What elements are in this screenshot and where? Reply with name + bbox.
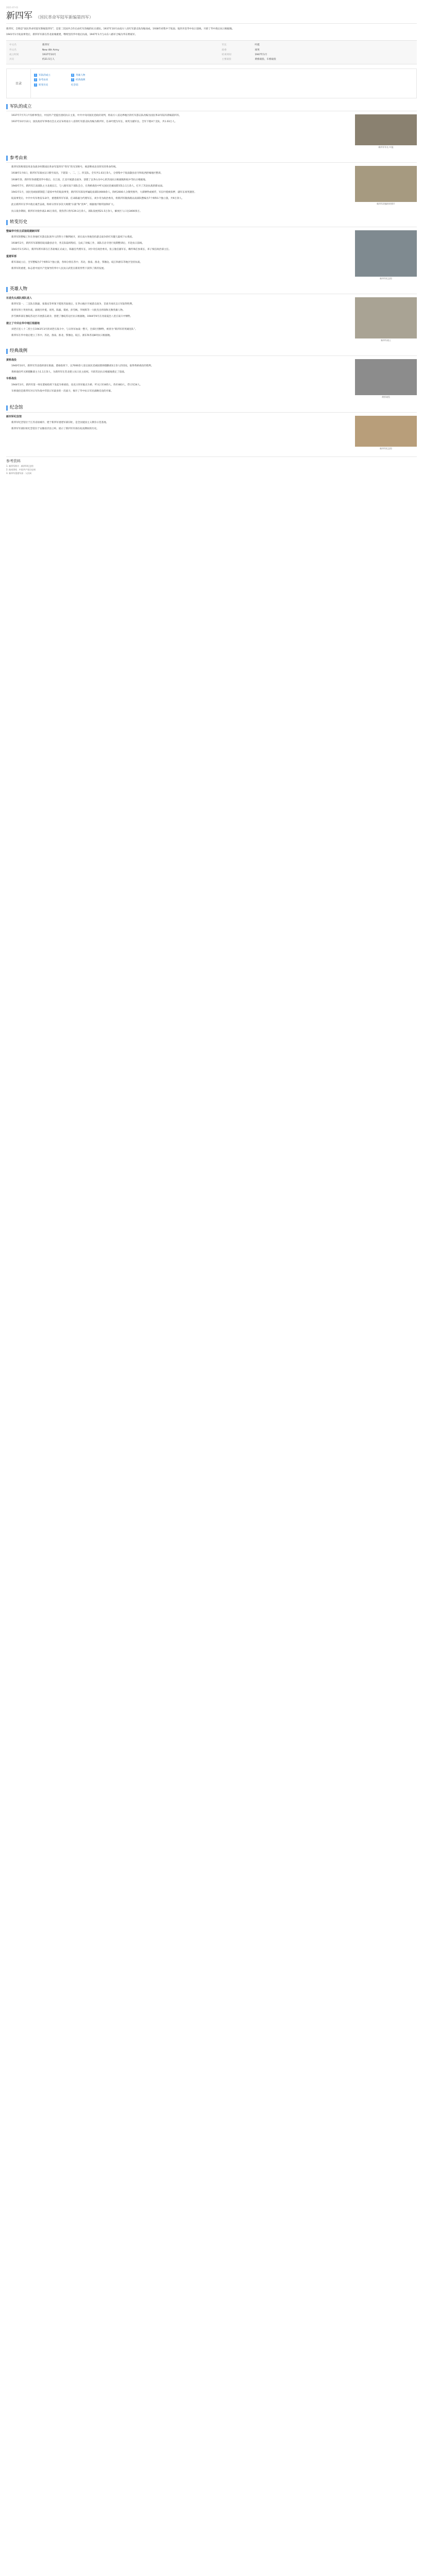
figure-photo xyxy=(355,166,417,202)
info-row xyxy=(222,48,414,53)
summary-paragraph: 1941年1月皖南事变后，新四军军部在苏北盐城重建，继续坚持华中敌后抗战，1947年1月与山东八路军合编为华东野战军。 xyxy=(6,33,138,37)
section-marker xyxy=(6,104,8,109)
figure-photo xyxy=(355,297,417,338)
info-row xyxy=(222,57,414,62)
section-figure[interactable] xyxy=(355,416,417,450)
info-value: 黄桥战役、车桥战役 xyxy=(255,58,276,61)
info-name: 中文名 xyxy=(9,44,16,47)
toc-item-2[interactable] xyxy=(34,78,65,82)
toc-number: 4 xyxy=(72,74,74,77)
info-row xyxy=(9,43,201,47)
basic-info-right xyxy=(222,43,414,62)
toc-item-1[interactable] xyxy=(34,73,65,78)
subsection-title: 黄桥战役 xyxy=(6,358,17,362)
section-heading xyxy=(6,218,417,227)
section-marker xyxy=(6,349,8,354)
toc-number: 2 xyxy=(35,78,37,81)
figure-caption: 黄桥战役 xyxy=(382,395,390,398)
page-title: 新四军 xyxy=(6,11,32,21)
section-title: 纪念馆 xyxy=(10,405,23,411)
figure-caption: 新四军军长 叶挺 xyxy=(378,146,394,149)
document-page xyxy=(0,0,423,483)
section-paragraph: 1941年1月25日，新四军新军部在江苏盐城正式成立，陈毅任代理军长，刘少奇任政治委员，张云逸任副军长，赖传珠任参谋长，邓子恢任政治部主任。 xyxy=(11,248,171,251)
section-paragraph: 新四军在华中敌后建立了苏中、苏北、淮南、淮北、鄂豫边、皖江、浙东和苏南8块抗日根据地。 xyxy=(11,334,112,337)
reference-item: 3. 新四军重建军部 . 人民网 xyxy=(6,471,31,474)
section-paragraph: 新四军的整编工作在各地红军游击队领导人的努力下顺利展开，原在南方各地坚持游击战争的红军健儿陆续下山集结。 xyxy=(11,236,134,239)
reference-item: 1. 新四军简介 . 新四军纪念馆 xyxy=(6,464,33,467)
section-heading xyxy=(6,154,417,163)
section-paragraph: 刘老庄连八十二烈士在1943年3月的刘老庄战斗中，与日伪军血战一整天，全部壮烈牺牲，被誉为“新四军的英雄连队”。 xyxy=(11,328,138,331)
toc-item-6[interactable] xyxy=(71,83,102,88)
table-of-contents xyxy=(6,69,417,98)
section-paragraph: 1940年7月，新四军江南部队主力北渡长江，与八路军南下部队会合，在黄桥战役中歼灭国民党顽固派军队1.1万余人，打开了苏北抗战的新局面。 xyxy=(11,184,165,188)
section-paragraph: 1941年1月，国民党顽固派制造了震惊中外的皖南事变，新四军军部及所属皖南部队9000余人，除约2000人分散突围外，大部牺牲或被俘，军长叶挺被扣押，副军长项英遇害。 xyxy=(11,191,197,194)
section-paragraph: 新四军第一、二支队在陈毅、张鼎丞等率领下挺进苏南敌后，在茅山地区开展游击战争，首战韦岗伏击日军取得胜利。 xyxy=(11,303,134,306)
toc-column xyxy=(68,69,105,98)
title-divider xyxy=(6,23,417,24)
info-name: 政委 xyxy=(222,48,227,52)
references-heading: 参考资料 xyxy=(6,459,21,463)
figure-caption: 新四军战士 xyxy=(381,338,391,342)
toc-label: 目录 xyxy=(7,69,31,98)
references xyxy=(6,456,417,475)
figure-photo xyxy=(355,230,417,277)
section-figure[interactable] xyxy=(355,359,417,399)
section-title: 军队的成立 xyxy=(10,104,32,109)
toc-item-label: 英雄人物 xyxy=(76,74,86,77)
summary xyxy=(6,27,417,37)
subsection-title: 整编华中抗日武装组建新四军 xyxy=(6,229,40,233)
subsection-title: 东进先头部队部队进入 xyxy=(6,296,32,300)
reference-item: 2. 皖南事变 . 中国共产党历史网 xyxy=(6,468,36,471)
info-row xyxy=(222,43,414,47)
article-section xyxy=(6,347,417,401)
toc-number: 3 xyxy=(35,83,37,86)
figure-caption: 新四军改编时的照片 xyxy=(377,202,395,206)
info-name: 结束时间 xyxy=(222,53,231,56)
info-row xyxy=(9,48,201,53)
info-row xyxy=(9,57,201,62)
section-title: 英雄人物 xyxy=(10,286,28,292)
toc-item-4[interactable] xyxy=(71,73,102,78)
article-section xyxy=(6,103,417,151)
section-heading xyxy=(6,347,417,356)
info-row xyxy=(9,53,201,57)
toc-item-label: 军队的成立 xyxy=(39,74,50,77)
section-title: 经典战例 xyxy=(10,348,28,354)
toc-item-label: 参考由来 xyxy=(39,79,48,82)
article-section xyxy=(6,404,417,452)
section-paragraph: 皖南事变后，中共中央军委发布命令，重建新四军军部，任命陈毅为代理军长，刘少奇为政治委员，将新四军陇海路以南部队整编为7个师和1个独立旅，共9万余人。 xyxy=(11,197,184,200)
article-section xyxy=(6,285,417,344)
subsection-title: 重建军部 xyxy=(6,255,17,258)
printed-date: 2021-07-01 xyxy=(6,6,19,9)
info-value: 新四军 xyxy=(42,44,49,47)
info-value: New 4th Army xyxy=(42,48,59,52)
figure-photo xyxy=(355,359,417,395)
figure-photo xyxy=(355,114,417,145)
info-name: 外文名 xyxy=(9,48,16,52)
section-marker xyxy=(6,287,8,292)
info-value: 叶挺 xyxy=(255,44,260,47)
section-figure[interactable] xyxy=(355,230,417,280)
section-paragraph: 1938年春，新四军各部挺进华中敌后，在江南、江北开展游击战争，创建了以茅山为中心的苏南抗日根据地和皖中等抗日根据地。 xyxy=(11,178,148,181)
section-figure[interactable] xyxy=(355,114,417,149)
section-marker xyxy=(6,156,8,161)
info-value: 1947年1月 xyxy=(255,53,267,56)
section-paragraph: 新四军的称谓沿用北伐战争时期国民革命军第四军“铁军”的光荣称号，寓意继承北伐铁军的革命传统。 xyxy=(11,166,118,169)
info-value: 约21.5万人 xyxy=(42,58,55,61)
section-paragraph: 车桥战役是新四军对日军作战中俘获日军最多的一次战斗，揭开了华中抗日军民战略反攻的序幕。 xyxy=(11,389,113,393)
subsection-title: 新四军纪念馆 xyxy=(6,415,22,418)
article-section xyxy=(6,154,417,215)
section-heading xyxy=(6,404,417,413)
basic-info-left xyxy=(9,43,201,62)
section-paragraph: 新四军的重建，标志着中国共产党领导的华中人民抗日武装在新的形势下获得了新的发展。 xyxy=(11,267,106,270)
info-name: 兵员 xyxy=(9,58,14,61)
info-name: 军长 xyxy=(222,44,227,47)
subsection-title: 建立了中共在华中地区根据地 xyxy=(6,321,40,325)
section-paragraph: 此后新四军在华中敌后艰苦奋战，粉碎日伪军多次大规模“扫荡”和“清乡”，根据地不断巩固和扩大。 xyxy=(11,204,116,207)
toc-item-3[interactable] xyxy=(34,83,65,88)
info-row xyxy=(222,53,414,57)
toc-item-5[interactable] xyxy=(71,78,102,82)
section-paragraph: 新四军将士英勇作战，涌现出叶挺、项英、陈毅、粟裕、彭雪枫、罗炳辉等一大批杰出将领和无数英雄人物。 xyxy=(11,309,125,312)
section-title: 参考由来 xyxy=(10,155,28,161)
figure-photo xyxy=(355,416,417,447)
section-paragraph: 抗日战争期间，新四军对敌作战2.46万余次，毙伤俘日伪军29.3万余人，部队发展到21.5万余人，解放区人口达3400余万。 xyxy=(11,210,142,213)
section-paragraph: 1938年2月，新四军军部移驻皖南歙县岩寺，各支队陆续集结，完成了改编工作，部队在岩寺进行短期整训后，开赴抗日前线。 xyxy=(11,242,145,245)
summary-paragraph: 新四军，全称是“国民革命军陆军新编第四军”，是第二次国共合作后由红军改编的抗日部队。1937年10月由南方八省红军游击队改编而成，1938年初集中于皖南、皖西开赴华中抗日前线，开辟了华中敌后抗日根据地。 xyxy=(6,28,234,30)
section-marker xyxy=(6,405,8,411)
section-paragraph: 1944年3月，新四军第一师在粟裕指挥下发起车桥战役，攻克日伪军据点车桥，歼灭日军465人、伪军483人，俘日军24人。 xyxy=(11,383,142,386)
page-subtitle: （国民革命军陆军新编第四军） xyxy=(36,15,93,20)
section-paragraph: 1937年10月12日，国民政府军事委员会正式宣布将南方八省的红军游击队改编为新四军，任命叶挺为军长，项英为副军长。全军下辖4个支队，共1.03万人。 xyxy=(11,121,177,124)
section-paragraph: 黄桥战役歼灭韩德勤部主力1.1万余人，为新四军在苏北建立抗日民主政权、开辟苏北抗日根据地奠定了基础。 xyxy=(11,371,127,374)
section-heading xyxy=(6,285,417,294)
section-paragraph: 新四军纪念馆位于江苏省盐城市，建于新四军重建军部旧址，是全国爱国主义教育示范基地。 xyxy=(11,421,109,425)
section-marker xyxy=(6,220,8,225)
info-name: 成立时间 xyxy=(9,53,19,56)
section-paragraph: 新四军军部旧址纪念馆位于安徽省泾县云岭，展示了新四军军部在皖南期间的历史。 xyxy=(11,428,99,431)
section-heading xyxy=(6,103,417,111)
section-paragraph: 新军部成立后，全军整编为7个师和1个独立旅，各师分别在苏中、苏北、淮南、淮北、鄂豫边、皖江和浙东等地区坚持抗战。 xyxy=(11,261,142,264)
toc-number: 1 xyxy=(35,74,37,77)
info-value: 1937年10月 xyxy=(42,53,56,56)
section-paragraph: 彭雪枫率部在豫皖苏边区开展游击战争，创建了豫皖苏边区抗日根据地，1944年9月在河南夏邑八里庄战斗中牺牲。 xyxy=(11,315,133,318)
info-value: 项英 xyxy=(255,48,260,52)
toc-column xyxy=(31,69,68,98)
basic-info-box xyxy=(6,40,417,64)
section-paragraph: 1938年1月6日，新四军军部由汉口移至南昌，下辖第一、二、三、四支队。全军共1.03万余人，分别集中于皖南歙县岩寺和皖西舒城地区整训。 xyxy=(11,172,163,175)
figure-caption: 新四军纪念馆 xyxy=(380,277,392,280)
section-title: 转变历史 xyxy=(10,219,28,225)
toc-item-label: 纪念馆 xyxy=(71,83,78,87)
figure-caption: 新四军纪念馆 xyxy=(380,447,392,450)
subsection-title: 车桥战役 xyxy=(6,377,17,381)
toc-number: 5 xyxy=(72,78,74,81)
section-figure[interactable] xyxy=(355,166,417,206)
section-figure[interactable] xyxy=(355,297,417,342)
toc-item-label: 转变历史 xyxy=(39,83,48,87)
section-paragraph: 1940年10月，新四军苏北指挥部在陈毅、粟裕指挥下，以7000余人迎击国民党顽固派韩德勤部3万余人的进攻，取得黄桥战役的胜利。 xyxy=(11,365,154,368)
page-header xyxy=(6,10,417,22)
toc-item-label: 经典战例 xyxy=(76,79,86,82)
info-name: 主要战役 xyxy=(222,58,231,61)
article-section xyxy=(6,218,417,282)
section-paragraph: 1937年7月7日卢沟桥事变后，中国共产党提出团结抗日主张，中共中央同国民党政府谈判，将南方八省边界地区的红军游击队改编为国民革命军陆军新编第四军。 xyxy=(11,114,181,117)
article-body xyxy=(6,103,417,452)
